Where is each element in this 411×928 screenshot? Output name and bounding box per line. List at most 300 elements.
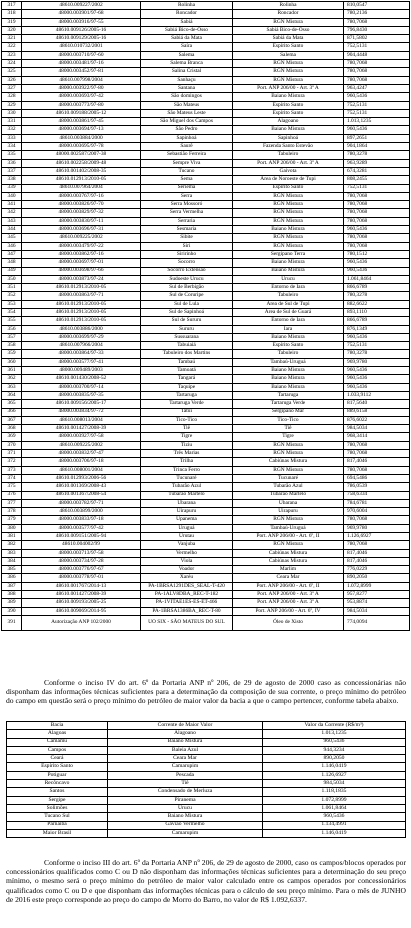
row-number: 340 bbox=[2, 192, 22, 200]
row-number: 329 bbox=[2, 101, 22, 109]
table-row bbox=[7, 813, 406, 821]
table-row bbox=[2, 176, 410, 184]
stream-name: Port. ANP 206/00 - Art. 3º A bbox=[233, 591, 344, 599]
table-row bbox=[2, 267, 410, 275]
field-name: UO SIX - SÃO MATEUS DO SUL bbox=[141, 615, 233, 630]
field-name: Seriema bbox=[141, 184, 233, 192]
process-number: 48000.003830/97-11 bbox=[22, 217, 141, 225]
table-row bbox=[2, 508, 410, 516]
process-number: 48000.003695/97-78 bbox=[22, 143, 141, 151]
process-number: 48610.007998/2004 bbox=[22, 76, 141, 84]
basin-name: Campos bbox=[7, 746, 108, 754]
basin-table-body bbox=[7, 730, 406, 838]
paragraph-inciso-iii: Conforme o inciso III do art. 6º da Portaria ANP nº 206, de 29 de agosto de 2000, caso os campos/blocos operados por concessionários qualificados como C ou D não disponham das informações técnicas suficientes para a determinação do seu preço mínimo, o mesmo será o preço mínimo do petróleo de maior valor calculado entre os campos operados por concessionários qualificados como C ou D e que disponham das informações técnicas para o cálculo de seu preço mínimo. Para o mês de JUNHO de 2016 este preço corresponde ao preço do campo de Morro do Barro, no valor de R$ 1.092,6337. bbox=[6, 858, 406, 904]
table-row bbox=[2, 118, 410, 126]
stream-name: Tartaruga bbox=[233, 391, 344, 399]
row-number: 353 bbox=[2, 300, 22, 308]
table-row bbox=[2, 242, 410, 250]
stream-name: RGN Mistura bbox=[233, 242, 344, 250]
field-name: PA-1ALV8DBA_REC-T-182 bbox=[141, 591, 233, 599]
process-number: 48000.003927/97-58 bbox=[22, 433, 141, 441]
row-number: 330 bbox=[2, 109, 22, 117]
table-row bbox=[2, 591, 410, 599]
field-name: Sema bbox=[141, 176, 233, 184]
table-row bbox=[2, 76, 410, 84]
process-number: 48000.003861/97-45 bbox=[22, 118, 141, 126]
basin-value: 1.013,1235 bbox=[263, 730, 406, 738]
table-row bbox=[2, 516, 410, 524]
row-number: 354 bbox=[2, 308, 22, 316]
stream-value: 780,3278 bbox=[344, 292, 410, 300]
field-name: Salema bbox=[141, 51, 233, 59]
stream-name: Sapinhoá bbox=[233, 134, 344, 142]
basin-stream: Alagoano bbox=[108, 730, 263, 738]
stream-value: 752,5131 bbox=[344, 43, 410, 51]
stream-value: 786,0539 bbox=[344, 483, 410, 491]
row-number: 327 bbox=[2, 84, 22, 92]
stream-value: 780,7068 bbox=[344, 68, 410, 76]
table-row bbox=[2, 408, 410, 416]
table-row bbox=[2, 566, 410, 574]
process-number: 48000.003916/97-55 bbox=[22, 18, 141, 26]
table-row bbox=[2, 126, 410, 134]
stream-value: 780,7068 bbox=[344, 76, 410, 84]
stream-value: 780,7068 bbox=[344, 234, 410, 242]
process-number: 48610.001427/2008-39 bbox=[22, 425, 141, 433]
stream-value: 780,7068 bbox=[344, 466, 410, 474]
stream-name: Área de Sul de Guará bbox=[233, 308, 344, 316]
field-name: Tiziu bbox=[141, 441, 233, 449]
row-number: 391 bbox=[2, 615, 22, 630]
row-number: 324 bbox=[2, 60, 22, 68]
stream-name: Tiê bbox=[233, 425, 344, 433]
table-row bbox=[7, 821, 406, 829]
process-number: 48610.009129/2005-16 bbox=[22, 35, 141, 43]
stream-value: 780,1512 bbox=[344, 250, 410, 258]
row-number: 376 bbox=[2, 491, 22, 499]
stream-value: 774,0094 bbox=[344, 615, 410, 630]
row-number: 337 bbox=[2, 167, 22, 175]
field-name: Vanjuba bbox=[141, 541, 233, 549]
table-row bbox=[7, 780, 406, 788]
field-name: São Pedro bbox=[141, 126, 233, 134]
process-number: 48610.004002/99 bbox=[22, 541, 141, 549]
stream-value: 953,8874 bbox=[344, 599, 410, 607]
stream-name: Espírito Santo bbox=[233, 43, 344, 51]
stream-name: Espírito Santo bbox=[233, 342, 344, 350]
process-number: 48610.009225/2002 bbox=[22, 234, 141, 242]
field-name: PA-1BRSA1386BA_REC-T-80 bbox=[141, 607, 233, 615]
process-number: 48000.003734/97-28 bbox=[22, 557, 141, 565]
row-number: 356 bbox=[2, 325, 22, 333]
stream-value: 752,5131 bbox=[344, 101, 410, 109]
table-row bbox=[7, 755, 406, 763]
table-row bbox=[2, 391, 410, 399]
field-name: Taquipe bbox=[141, 383, 233, 391]
process-number: 48610.007966/2004 bbox=[22, 342, 141, 350]
process-number: 48000.003706/97-18 bbox=[22, 458, 141, 466]
stream-name: RGN Mistura bbox=[233, 466, 344, 474]
stream-value: 1.033,9112 bbox=[344, 391, 410, 399]
field-name: Siririnho bbox=[141, 250, 233, 258]
process-number: 48610.009193/2005-25 bbox=[22, 599, 141, 607]
field-name: Sanhaçu bbox=[141, 76, 233, 84]
stream-value: 780,7068 bbox=[344, 18, 410, 26]
table-row bbox=[2, 557, 410, 565]
stream-name: Iara bbox=[233, 325, 344, 333]
row-number: 348 bbox=[2, 259, 22, 267]
field-name: Sabiá Bico-de-Osso bbox=[141, 26, 233, 34]
row-number: 389 bbox=[2, 599, 22, 607]
row-number: 323 bbox=[2, 51, 22, 59]
table-row bbox=[2, 458, 410, 466]
process-number: 48610.003884/2000 bbox=[22, 134, 141, 142]
process-number: 48000.003697/97-01 bbox=[22, 259, 141, 267]
row-number: 385 bbox=[2, 566, 22, 574]
row-number: 343 bbox=[2, 217, 22, 225]
field-name: Saíra bbox=[141, 43, 233, 51]
field-prices-table-body bbox=[2, 2, 410, 631]
table-row bbox=[2, 607, 410, 615]
table-row bbox=[2, 615, 410, 630]
stream-name: Gaivota bbox=[233, 167, 344, 175]
field-name: Uirapuru bbox=[141, 508, 233, 516]
table-row bbox=[2, 317, 410, 325]
stream-value: 968,3414 bbox=[344, 433, 410, 441]
field-name: Sibite bbox=[141, 234, 233, 242]
row-number: 379 bbox=[2, 516, 22, 524]
stream-value: 960,5436 bbox=[344, 375, 410, 383]
basin-stream: Piranema bbox=[108, 796, 263, 804]
basin-stream: Condensado de Merluza bbox=[108, 788, 263, 796]
row-number: 355 bbox=[2, 317, 22, 325]
stream-name: Entorno de Iara bbox=[233, 284, 344, 292]
stream-name: Baiano Mistura bbox=[233, 93, 344, 101]
stream-value: 674,3281 bbox=[344, 167, 410, 175]
row-number: 339 bbox=[2, 184, 22, 192]
table-row bbox=[2, 599, 410, 607]
table-row bbox=[2, 483, 410, 491]
stream-value: 960,5436 bbox=[344, 267, 410, 275]
stream-value: 776,0229 bbox=[344, 566, 410, 574]
process-number: 48610.001369/2008-43 bbox=[22, 483, 141, 491]
process-number: 48000.003829/97-32 bbox=[22, 209, 141, 217]
stream-value: 780,3278 bbox=[344, 350, 410, 358]
row-number: 319 bbox=[2, 18, 22, 26]
stream-name: Tucunaré bbox=[233, 474, 344, 482]
process-number: 48000.003710/97-60 bbox=[22, 51, 141, 59]
row-number: 338 bbox=[2, 176, 22, 184]
basin-name: Maior Brasil bbox=[7, 829, 108, 837]
table-row bbox=[2, 541, 410, 549]
field-name: Sesmaria bbox=[141, 226, 233, 234]
stream-name: Tambaú-Uruguá bbox=[233, 358, 344, 366]
stream-value: 817,5640 bbox=[344, 400, 410, 408]
table-row bbox=[7, 771, 406, 779]
table-row bbox=[2, 491, 410, 499]
process-number: 48610.012913/2010-05 bbox=[22, 300, 141, 308]
stream-value: 897,2651 bbox=[344, 134, 410, 142]
process-number: 48610.012913/2010-05 bbox=[22, 317, 141, 325]
field-name: Tangará bbox=[141, 375, 233, 383]
process-number: 48000.003452/97-81 bbox=[22, 68, 141, 76]
row-number: 342 bbox=[2, 209, 22, 217]
table-row bbox=[2, 300, 410, 308]
table-row bbox=[7, 788, 406, 796]
stream-value: 960,5436 bbox=[344, 333, 410, 341]
basin-value: 984,5034 bbox=[263, 780, 406, 788]
stream-value: 780,7068 bbox=[344, 516, 410, 524]
row-number: 333 bbox=[2, 134, 22, 142]
table-row bbox=[2, 582, 410, 590]
stream-name: Entorno de Iara bbox=[233, 317, 344, 325]
stream-name: Cabiúnas Mistura bbox=[233, 557, 344, 565]
table-row bbox=[2, 26, 410, 34]
stream-value: 808,2455 bbox=[344, 176, 410, 184]
table-row bbox=[2, 250, 410, 258]
row-number: 317 bbox=[2, 2, 22, 10]
stream-value: 866,6789 bbox=[344, 317, 410, 325]
stream-name: RGN Mistura bbox=[233, 192, 344, 200]
table-row bbox=[2, 143, 410, 151]
stream-name: Marlim bbox=[233, 566, 344, 574]
row-number: 321 bbox=[2, 35, 22, 43]
field-name: Trinca Ferro bbox=[141, 466, 233, 474]
table-row bbox=[2, 284, 410, 292]
row-number: 378 bbox=[2, 508, 22, 516]
basin-value: 1.061,8464 bbox=[263, 804, 406, 812]
field-name: Sapinhoá bbox=[141, 134, 233, 142]
row-number: 366 bbox=[2, 408, 22, 416]
row-number: 383 bbox=[2, 549, 22, 557]
stream-value: 780,7068 bbox=[344, 192, 410, 200]
stream-value: 817,4046 bbox=[344, 557, 410, 565]
stream-name: Baiano Mistura bbox=[233, 333, 344, 341]
basin-value: 1.118,1835 bbox=[263, 788, 406, 796]
basin-table-header-row bbox=[7, 722, 406, 730]
row-number: 325 bbox=[2, 68, 22, 76]
stream-name: Uirapuru bbox=[233, 508, 344, 516]
process-number: 48610.003899/2000 bbox=[22, 508, 141, 516]
stream-name: Baiano Mistura bbox=[233, 375, 344, 383]
row-number: 362 bbox=[2, 375, 22, 383]
table-row bbox=[2, 441, 410, 449]
table-row bbox=[2, 68, 410, 76]
field-name: Sebastião Ferreira bbox=[141, 151, 233, 159]
stream-value: 758,6334 bbox=[344, 491, 410, 499]
table-row bbox=[7, 763, 406, 771]
row-number: 386 bbox=[2, 574, 22, 582]
table-row bbox=[2, 10, 410, 18]
field-name: Serraria bbox=[141, 217, 233, 225]
basin-name: Parnaíba bbox=[7, 821, 108, 829]
field-name: Tabuleiro dos Martins bbox=[141, 350, 233, 358]
field-name: Sul de Coruripe bbox=[141, 292, 233, 300]
stream-value: 890,2050 bbox=[344, 574, 410, 582]
row-number: 369 bbox=[2, 433, 22, 441]
stream-value: 876,6022 bbox=[344, 416, 410, 424]
stream-name: Baiano Mistura bbox=[233, 367, 344, 375]
process-number: 48000.003826/97-70 bbox=[22, 201, 141, 209]
basin-header-bacia: Bacia bbox=[7, 722, 108, 730]
field-name: Voador bbox=[141, 566, 233, 574]
table-row bbox=[2, 383, 410, 391]
table-row bbox=[2, 292, 410, 300]
table-row bbox=[2, 524, 410, 532]
process-number: 48000.003832/97-47 bbox=[22, 450, 141, 458]
stream-name: Baiano Mistura bbox=[233, 126, 344, 134]
row-number: 372 bbox=[2, 458, 22, 466]
process-number: 48610.001367/2008-54 bbox=[22, 491, 141, 499]
field-name: Serra Mossoró bbox=[141, 201, 233, 209]
table-row bbox=[2, 2, 410, 10]
table-row bbox=[2, 234, 410, 242]
field-name: Tigre bbox=[141, 433, 233, 441]
stream-name: RGN Mistura bbox=[233, 60, 344, 68]
row-number: 388 bbox=[2, 591, 22, 599]
table-row bbox=[2, 367, 410, 375]
table-row bbox=[2, 549, 410, 557]
table-row bbox=[7, 730, 406, 738]
stream-name: Port. ANP 206/00 - Art. 6º, II bbox=[233, 533, 344, 541]
table-row bbox=[2, 35, 410, 43]
stream-name: Port. ANP 206/00 - Art. 6º, IV bbox=[233, 607, 344, 615]
process-number: 48000.003922/97-80 bbox=[22, 84, 141, 92]
stream-value: 963,4247 bbox=[344, 84, 410, 92]
row-number: 318 bbox=[2, 10, 22, 18]
stream-value: 796,8430 bbox=[344, 26, 410, 34]
table-row bbox=[2, 159, 410, 167]
table-row bbox=[2, 201, 410, 209]
process-number: 48000.003862/97-16 bbox=[22, 250, 141, 258]
field-name: Tiê bbox=[141, 425, 233, 433]
stream-name: Port. ANP 206/00 - Art. 3º A bbox=[233, 599, 344, 607]
process-number: 48000.003713/97-58 bbox=[22, 549, 141, 557]
process-number: 48000.003901/97-68 bbox=[22, 10, 141, 18]
table-row bbox=[2, 350, 410, 358]
stream-name: Espírito Santo bbox=[233, 101, 344, 109]
basin-header-valor: Valor da Corrente (R$/m³) bbox=[263, 722, 406, 730]
field-name: São Mateus bbox=[141, 101, 233, 109]
field-name: Socorro Extensão bbox=[141, 267, 233, 275]
stream-name: Tabuleiro bbox=[233, 350, 344, 358]
field-name: Salema Branca bbox=[141, 60, 233, 68]
row-number: 346 bbox=[2, 242, 22, 250]
field-name: Sudoeste Urucu bbox=[141, 275, 233, 283]
stream-value: 960,5436 bbox=[344, 93, 410, 101]
stream-name: Tico-Tico bbox=[233, 416, 344, 424]
process-number: 48610.012993/2006-56 bbox=[22, 474, 141, 482]
field-name: Rolinha bbox=[141, 2, 233, 10]
table-row bbox=[2, 51, 410, 59]
stream-name: Salema bbox=[233, 51, 344, 59]
stream-name: Baiano Mistura bbox=[233, 383, 344, 391]
field-name: São domingos bbox=[141, 93, 233, 101]
basin-stream: Tiê bbox=[108, 780, 263, 788]
row-number: 382 bbox=[2, 541, 22, 549]
stream-value: 970,6004 bbox=[344, 508, 410, 516]
table-row bbox=[2, 574, 410, 582]
table-row bbox=[2, 333, 410, 341]
table-row bbox=[2, 209, 410, 217]
basin-stream: Baiano Mistura bbox=[108, 738, 263, 746]
stream-value: 960,5436 bbox=[344, 367, 410, 375]
basin-value: 1.134,4991 bbox=[263, 821, 406, 829]
stream-name: Espírito Santo bbox=[233, 109, 344, 117]
process-number: 48000.003481/97-16 bbox=[22, 60, 141, 68]
table-row bbox=[7, 829, 406, 837]
stream-value: 969,9780 bbox=[344, 358, 410, 366]
stream-value: 904,1864 bbox=[344, 143, 410, 151]
basin-value: 1.146,0419 bbox=[263, 763, 406, 771]
basin-value: 960,5436 bbox=[263, 738, 406, 746]
field-name: Vermelho bbox=[141, 549, 233, 557]
table-row bbox=[7, 804, 406, 812]
field-name: PA-1VITAE1ES-ES-ET-466 bbox=[141, 599, 233, 607]
field-name: Sul de Berbigão bbox=[141, 284, 233, 292]
field-name: Tico-Tico bbox=[141, 416, 233, 424]
row-number: 351 bbox=[2, 284, 22, 292]
field-name: Tucano bbox=[141, 167, 233, 175]
field-name: Serra Vermelha bbox=[141, 209, 233, 217]
field-name: Roncador bbox=[141, 10, 233, 18]
row-number: 371 bbox=[2, 450, 22, 458]
stream-name: Sergipano Mar bbox=[233, 408, 344, 416]
table-row bbox=[2, 433, 410, 441]
table-row bbox=[2, 184, 410, 192]
process-number: 48610.008001/2004 bbox=[22, 466, 141, 474]
table-row bbox=[2, 308, 410, 316]
basin-value: 1.072,8999 bbox=[263, 796, 406, 804]
table-row bbox=[2, 450, 410, 458]
stream-name: Rolinha bbox=[233, 2, 344, 10]
stream-name: Tambaú-Uruguá bbox=[233, 524, 344, 532]
stream-name: Espírito Santo bbox=[233, 184, 344, 192]
stream-value: 817,4046 bbox=[344, 549, 410, 557]
field-name: Tubarão Martelo bbox=[141, 491, 233, 499]
process-number: 48610.008013/2004 bbox=[22, 416, 141, 424]
paragraph-inciso-iv: Conforme o inciso IV do art. 6º da Portaria ANP nº 206, de 29 de agosto de 2000 caso as concessionárias não disponham das informações técnicas suficientes para a determinação da composição de sua corrente, o preço mínimo do petróleo do campo em questão será o preço mínimo do petróleo de maior valor da bacia a que o campo pertencer, conforme tabela abaixo. bbox=[6, 678, 406, 706]
process-number: 48000.003767/97-16 bbox=[22, 192, 141, 200]
stream-value: 960,5436 bbox=[344, 226, 410, 234]
basin-stream: Urucu bbox=[108, 804, 263, 812]
process-number: 48610.009156/2005-17 bbox=[22, 400, 141, 408]
field-name: Sempre Viva bbox=[141, 159, 233, 167]
process-number: 48610.012913/2010-05 bbox=[22, 176, 141, 184]
process-number: 48000.003577/97-41 bbox=[22, 358, 141, 366]
process-number: 48610.012913/2010-05 bbox=[22, 308, 141, 316]
row-number: 373 bbox=[2, 466, 22, 474]
stream-name: RGN Mistura bbox=[233, 516, 344, 524]
basin-name: Alagoas bbox=[7, 730, 108, 738]
table-row bbox=[2, 425, 410, 433]
row-number: 322 bbox=[2, 43, 22, 51]
stream-value: 817,4046 bbox=[344, 458, 410, 466]
field-name: Tartaruga bbox=[141, 391, 233, 399]
process-number: 48000.003693/97-42 bbox=[22, 93, 141, 101]
stream-value: 780,7068 bbox=[344, 209, 410, 217]
row-number: 390 bbox=[2, 607, 22, 615]
field-name: Viola bbox=[141, 557, 233, 565]
process-number: 48610.009188/2005-12 bbox=[22, 109, 141, 117]
table-row bbox=[2, 499, 410, 507]
stream-name: Urucu bbox=[233, 275, 344, 283]
process-number: 48000.003694/97-13 bbox=[22, 126, 141, 134]
table-row bbox=[2, 226, 410, 234]
stream-name: RGN Mistura bbox=[233, 541, 344, 549]
stream-name: Área de Noroeste de Tupi bbox=[233, 176, 344, 184]
row-number: 332 bbox=[2, 126, 22, 134]
